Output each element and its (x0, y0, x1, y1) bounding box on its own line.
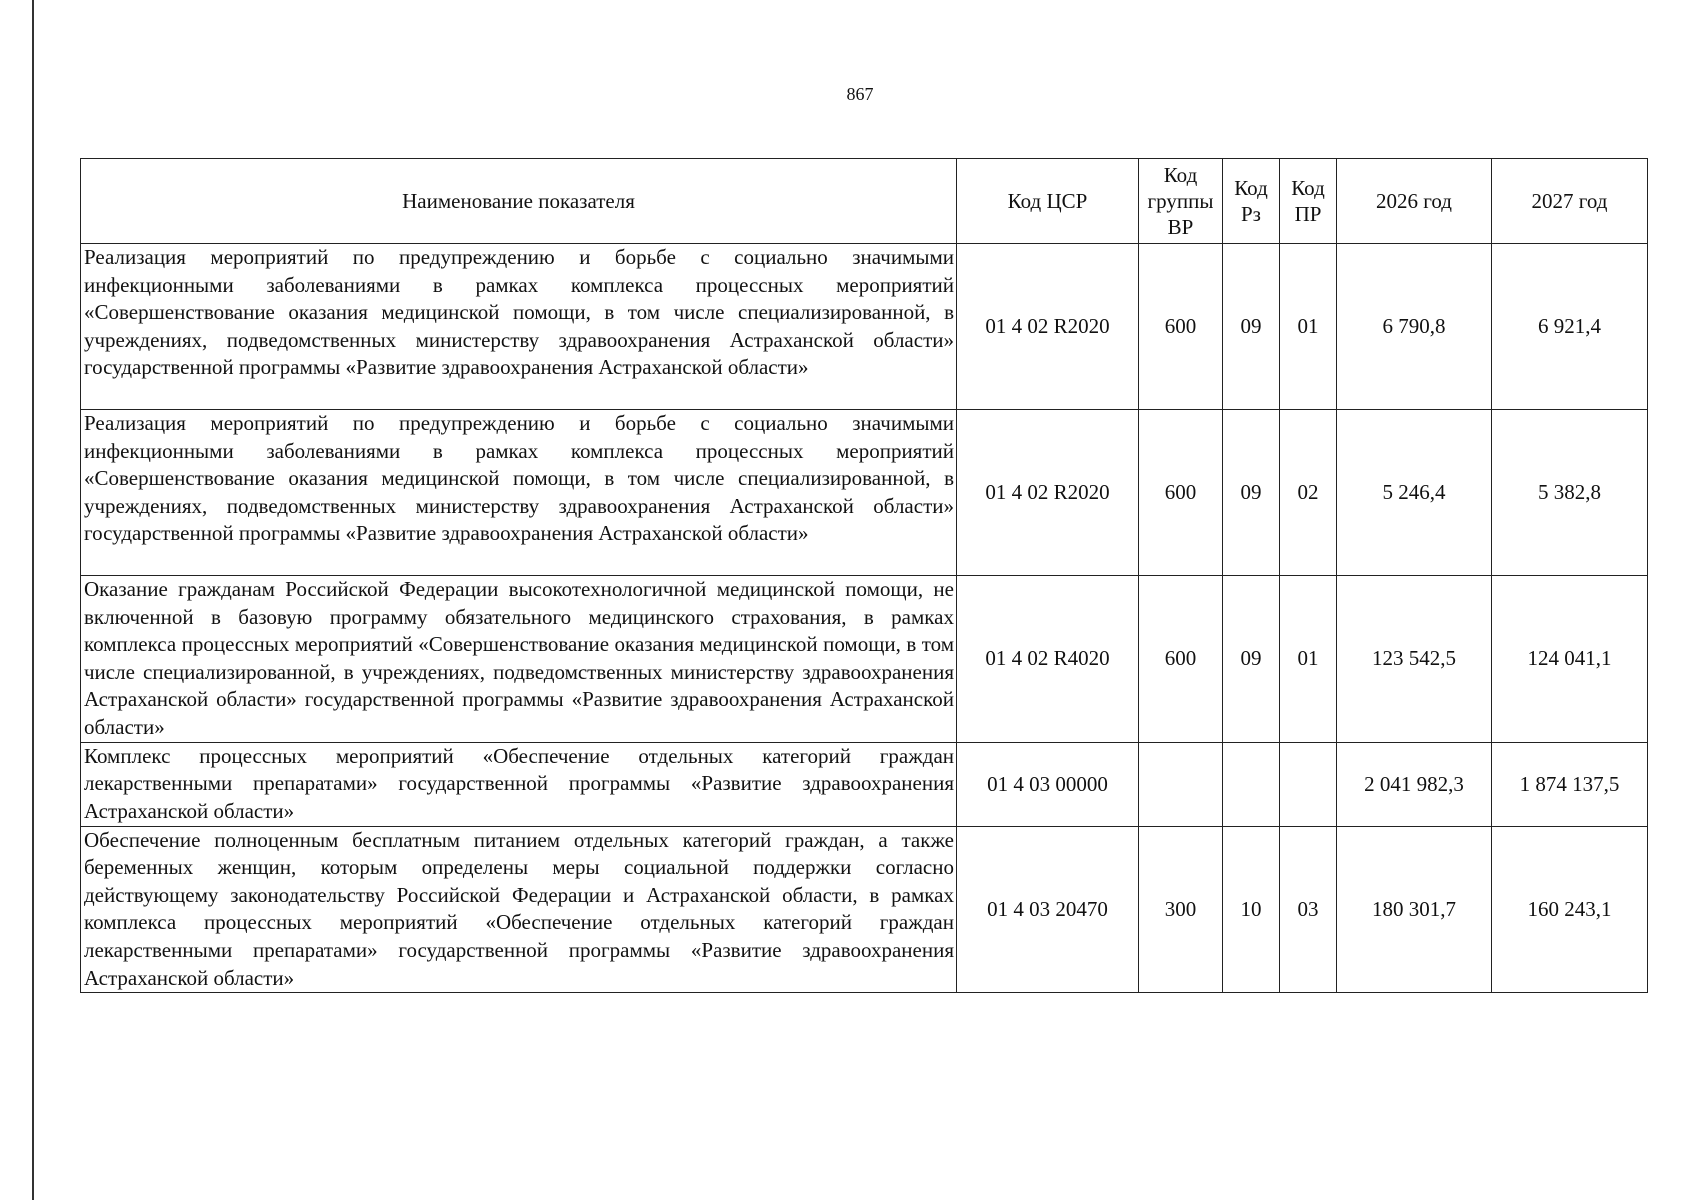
row-csr: 01 4 02 R4020 (957, 576, 1139, 743)
table-row (81, 410, 1648, 576)
row-pr: 01 (1280, 576, 1337, 743)
left-margin-rule (32, 0, 34, 1200)
header-csr: Код ЦСР (957, 159, 1139, 244)
row-vr: 300 (1139, 826, 1223, 993)
row-pr: 03 (1280, 826, 1337, 993)
row-2026: 123 542,5 (1337, 576, 1492, 743)
table-row (81, 576, 1648, 743)
row-name: Обеспечение полноценным бесплатным питанием отдельных категорий граждан, а также беременных женщин, которым определены меры социальной поддержки согласно действующему законодательству Российской Федерации и Астраханской области, в рамках комплекса процессных мероприятий «Обеспечение отдельных категорий граждан лекарственными препаратами» государственной программы «Развитие здравоохранения Астраханской области» (81, 826, 957, 993)
row-csr: 01 4 02 R2020 (957, 410, 1139, 576)
row-rz: 09 (1223, 410, 1280, 576)
header-name: Наименование показателя (81, 159, 957, 244)
row-2026: 2 041 982,3 (1337, 742, 1492, 826)
header-2027: 2027 год (1492, 159, 1648, 244)
row-csr: 01 4 03 00000 (957, 742, 1139, 826)
row-2027: 6 921,4 (1492, 244, 1648, 410)
row-vr: 600 (1139, 410, 1223, 576)
row-name: Реализация мероприятий по предупреждению и борьбе с социально значимыми инфекционными заболеваниями в рамках комплекса процессных мероприятий «Совершенствование оказания медицинской помощи, в том числе специализированной, в учреждениях, подведомственных министерству здравоохранения Астраханской области» государственной программы «Развитие здравоохранения Астраханской области» (81, 410, 957, 576)
table-row (81, 826, 1648, 993)
row-csr: 01 4 03 20470 (957, 826, 1139, 993)
row-vr: 600 (1139, 244, 1223, 410)
row-name: Оказание гражданам Российской Федерации высокотехнологичной медицинской помощи, не включенной в базовую программу обязательного медицинского страхования, в рамках комплекса процессных мероприятий «Совершенствование оказания медицинской помощи, в том числе специализированной, в учреждениях, подведомственных министерству здравоохранения Астраханской области» государственной программы «Развитие здравоохранения Астраханской области» (81, 576, 957, 743)
row-rz: 09 (1223, 244, 1280, 410)
table-row (81, 244, 1648, 410)
row-pr: 01 (1280, 244, 1337, 410)
row-2027: 160 243,1 (1492, 826, 1648, 993)
row-rz: 10 (1223, 826, 1280, 993)
row-pr: 02 (1280, 410, 1337, 576)
row-2026: 5 246,4 (1337, 410, 1492, 576)
row-2026: 6 790,8 (1337, 244, 1492, 410)
table-header-row (81, 159, 1648, 244)
row-2026: 180 301,7 (1337, 826, 1492, 993)
row-pr (1280, 742, 1337, 826)
row-2027: 5 382,8 (1492, 410, 1648, 576)
table-row (81, 742, 1648, 826)
page-number: 867 (846, 84, 874, 104)
row-name: Комплекс процессных мероприятий «Обеспечение отдельных категорий граждан лекарственными препаратами» государственной программы «Развитие здравоохранения Астраханской области» (81, 742, 957, 826)
row-vr: 600 (1139, 576, 1223, 743)
header-2026: 2026 год (1337, 159, 1492, 244)
header-vr: Код группы ВР (1139, 159, 1223, 244)
budget-table (80, 158, 1648, 993)
row-rz (1223, 742, 1280, 826)
row-vr (1139, 742, 1223, 826)
header-rz: Код Рз (1223, 159, 1280, 244)
row-csr: 01 4 02 R2020 (957, 244, 1139, 410)
row-name: Реализация мероприятий по предупреждению и борьбе с социально значимыми инфекционными заболеваниями в рамках комплекса процессных мероприятий «Совершенствование оказания медицинской помощи, в том числе специализированной, в учреждениях, подведомственных министерству здравоохранения Астраханской области» государственной программы «Развитие здравоохранения Астраханской области» (81, 244, 957, 410)
header-pr: Код ПР (1280, 159, 1337, 244)
row-rz: 09 (1223, 576, 1280, 743)
row-2027: 1 874 137,5 (1492, 742, 1648, 826)
row-2027: 124 041,1 (1492, 576, 1648, 743)
